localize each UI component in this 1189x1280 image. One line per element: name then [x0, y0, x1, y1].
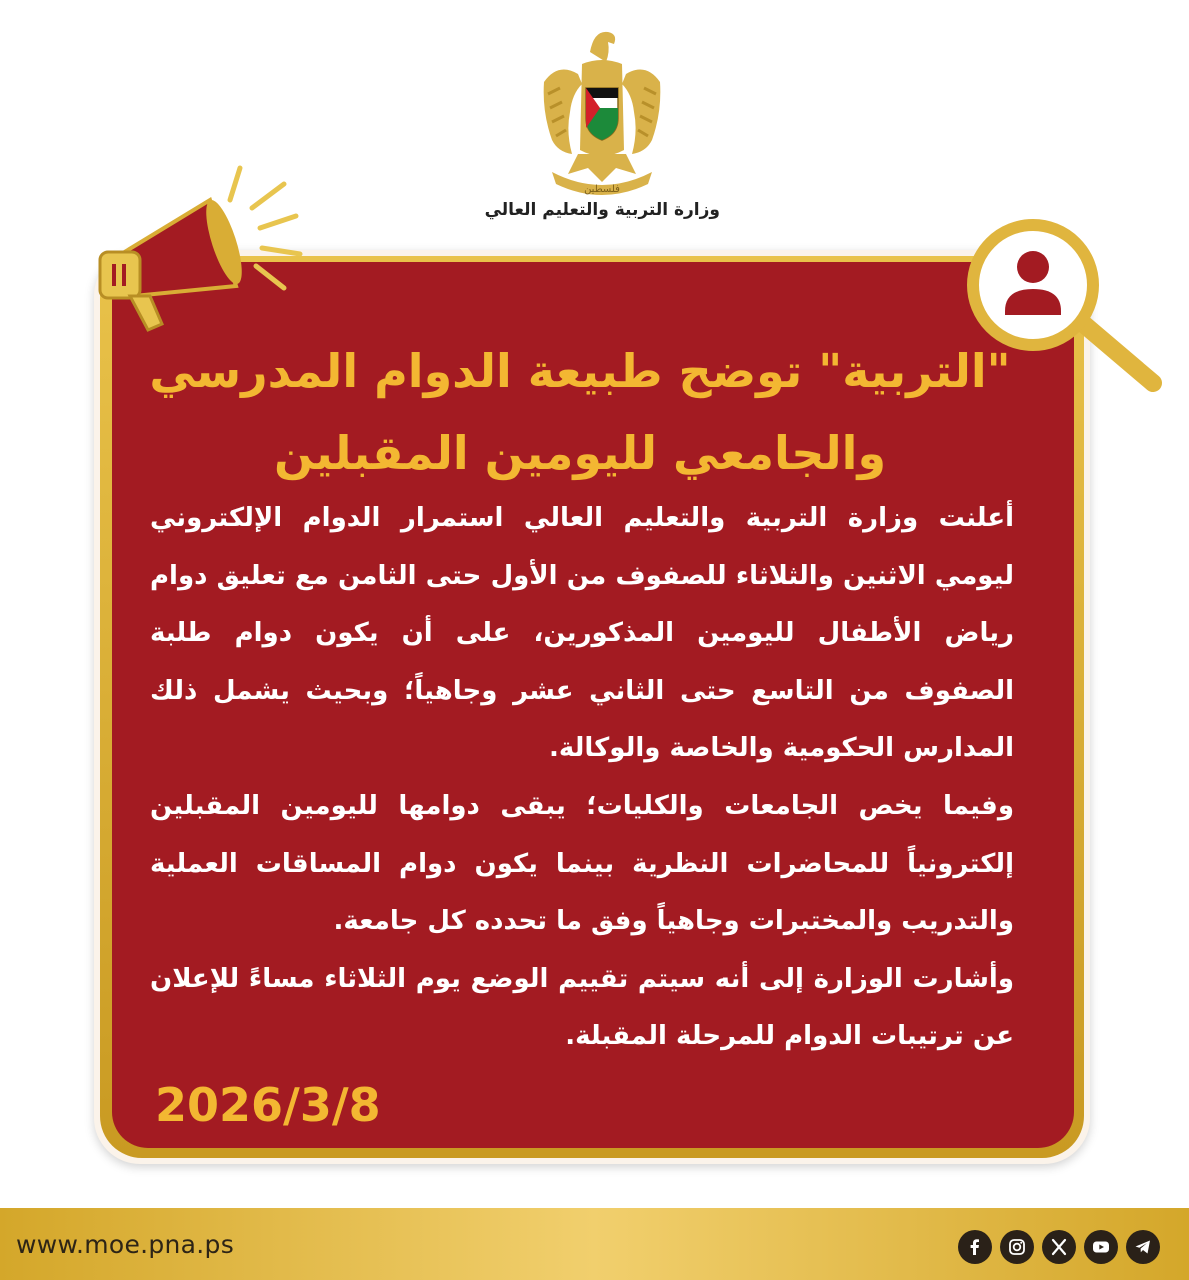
megaphone-icon: [90, 160, 320, 340]
headline-line-1: "التربية" توضح طبيعة الدوام المدرسي: [149, 344, 1011, 398]
facebook-icon[interactable]: [958, 1230, 992, 1264]
x-icon[interactable]: [1042, 1230, 1076, 1264]
body-paragraph-2: وفيما يخص الجامعات والكليات؛ يبقى دوامها لليومين المقبلين إلكترونياً للمحاضرات النظرية بينما يكون دوام المساقات العملية والتدريب والمختبرات وجاهياً وفق ما تحدده كل جامعة.: [150, 790, 1014, 937]
announcement-body: [150, 490, 1014, 1066]
instagram-icon[interactable]: [1000, 1230, 1034, 1264]
headline: [130, 330, 1030, 494]
body-paragraph-3: وأشارت الوزارة إلى أنه سيتم تقييم الوضع يوم الثلاثاء مساءً للإعلان عن ترتيبات الدوام للمرحلة المقبلة.: [150, 963, 1014, 1052]
website-link[interactable]: www.moe.pna.ps: [16, 1230, 235, 1259]
social-icons: [958, 1230, 1160, 1266]
body-paragraph-1: أعلنت وزارة التربية والتعليم العالي استمرار الدوام الإلكتروني ليومي الاثنين والثلاثاء للصفوف من الأول حتى الثامن مع تعليق دوام رياض الأطفال لليومين المذكورين، على أن يكون دوام طلبة الصفوف من التاسع حتى الثاني عشر وجاهياً؛ وبحيث يشمل ذلك المدارس الحكومية والخاصة والوكالة.: [150, 503, 1014, 764]
palestine-emblem-logo: [538, 22, 666, 198]
announcement-date: 2026/3/8: [155, 1078, 381, 1132]
youtube-icon[interactable]: [1084, 1230, 1118, 1264]
ministry-name: وزارة التربية والتعليم العالي: [484, 200, 720, 220]
emblem-banner-text: فلسطين: [584, 184, 620, 195]
headline-line-2: والجامعي لليومين المقبلين: [273, 426, 887, 480]
telegram-icon[interactable]: [1126, 1230, 1160, 1264]
